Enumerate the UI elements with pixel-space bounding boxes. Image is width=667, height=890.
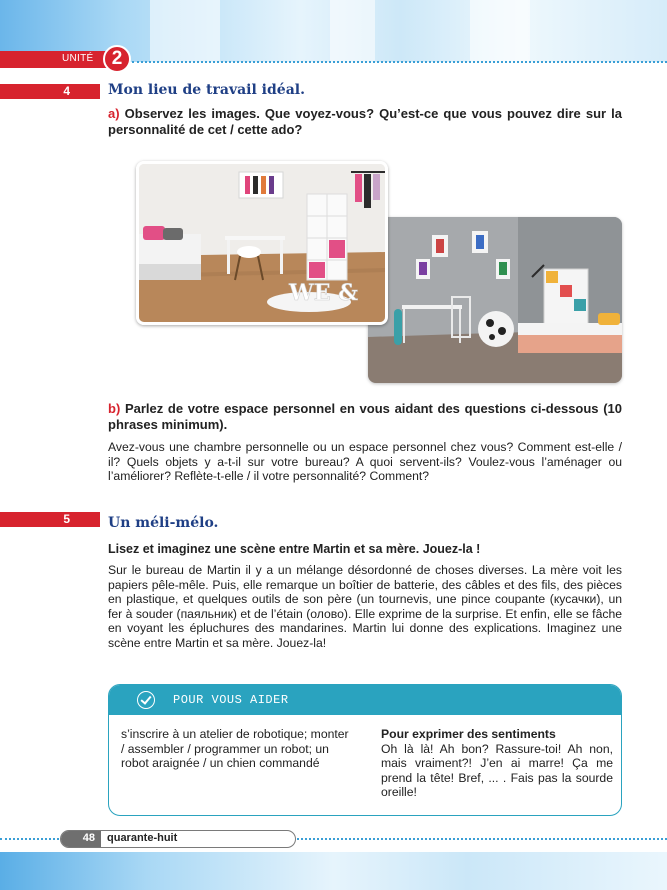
exercise-4a-instruction [108,106,622,138]
exercise-4a-text: Observez les images. Que voyez-vous? Qu’est-ce que vous pouvez dire sur la personnalité de cet / cette ado? [108,106,622,137]
help-box-expressions-heading: Pour exprimer des sentiments [381,727,556,741]
exercise-4-badge: 4 [0,84,100,99]
page-number-word: quarante-huit [107,832,178,844]
help-box [108,684,622,816]
exercise-4b-questions: Avez-vous une chambre personnelle ou un espace personnel chez vous? Comment est-elle / il? Quels objets y a-t-il sur votre bureau? A quoi servent-ils? Voulez-vous l’aménager ou l’améliorer? Reflète-t-elle / il votre personnalité? Comment? [108,440,622,483]
exercise-5-badge: 5 [0,512,100,527]
marker-b: b) [108,401,121,416]
header-decor-block [150,0,220,62]
footer-band [0,852,667,890]
help-box-title: POUR VOUS AIDER [173,693,289,707]
bedroom-photo-boy [368,217,622,383]
header-decor-block [330,0,375,62]
exercise-5-title: Un méli-mélo. [108,515,219,531]
we-and-sign: WE & [289,280,358,306]
bedroom-photo-girl [136,161,388,325]
marker-a: a) [108,106,120,121]
unit-label: UNITÉ [62,53,94,64]
help-box-expressions [381,727,613,800]
exercise-4b-instruction [108,401,622,433]
check-circle-icon [137,691,155,709]
bedroom-photo-boy-illustration [368,217,622,383]
help-box-expressions-text: Oh là là! Ah bon? Rassure-toi! Ah non, mais vraiment?! J’en ai marre! Ça me prend la tête! Bref, ... . Fais pas la sourde oreille! [381,741,613,799]
exercise-5-text: Sur le bureau de Martin il y a un mélange désordonné de choses diverses. La mère voit les papiers pêle-mêle. Puis, elle remarque un boîtier de batterie, des câbles et des fils, des pièces en plastique, et quelques outils de son père (un tournevis, une pince coupante (кусачки), un fer à souder (паяльник) et de l’étain (олово). Elle exprime de la surprise. Et enfin, elle se fâche en voyant les épluchures des mandarines. Martin lui donne des explications. Imaginez une scène entre Martin et sa mère. Jouez-la! [108,563,622,650]
bedroom-photo-girl-illustration [139,164,385,322]
header-decor-block [470,0,530,62]
help-box-header [109,685,621,715]
unit-number: 2 [103,45,131,73]
exercise-4b-text: Parlez de votre espace personnel en vous aidant des questions ci-dessous (10 phrases minimum). [108,401,622,432]
exercise-4-title: Mon lieu de travail idéal. [108,82,305,98]
help-box-vocabulary: s’inscrire à un atelier de robotique; monter / assembler / programmer un robot; un robot araignée / un chien commandé [121,727,349,770]
page-number-pill [60,830,296,848]
page-number: 48 [61,831,101,847]
exercise-5-instruction: Lisez et imaginez une scène entre Martin et sa mère. Jouez-la ! [108,542,481,556]
header-dotted-line [132,61,667,63]
